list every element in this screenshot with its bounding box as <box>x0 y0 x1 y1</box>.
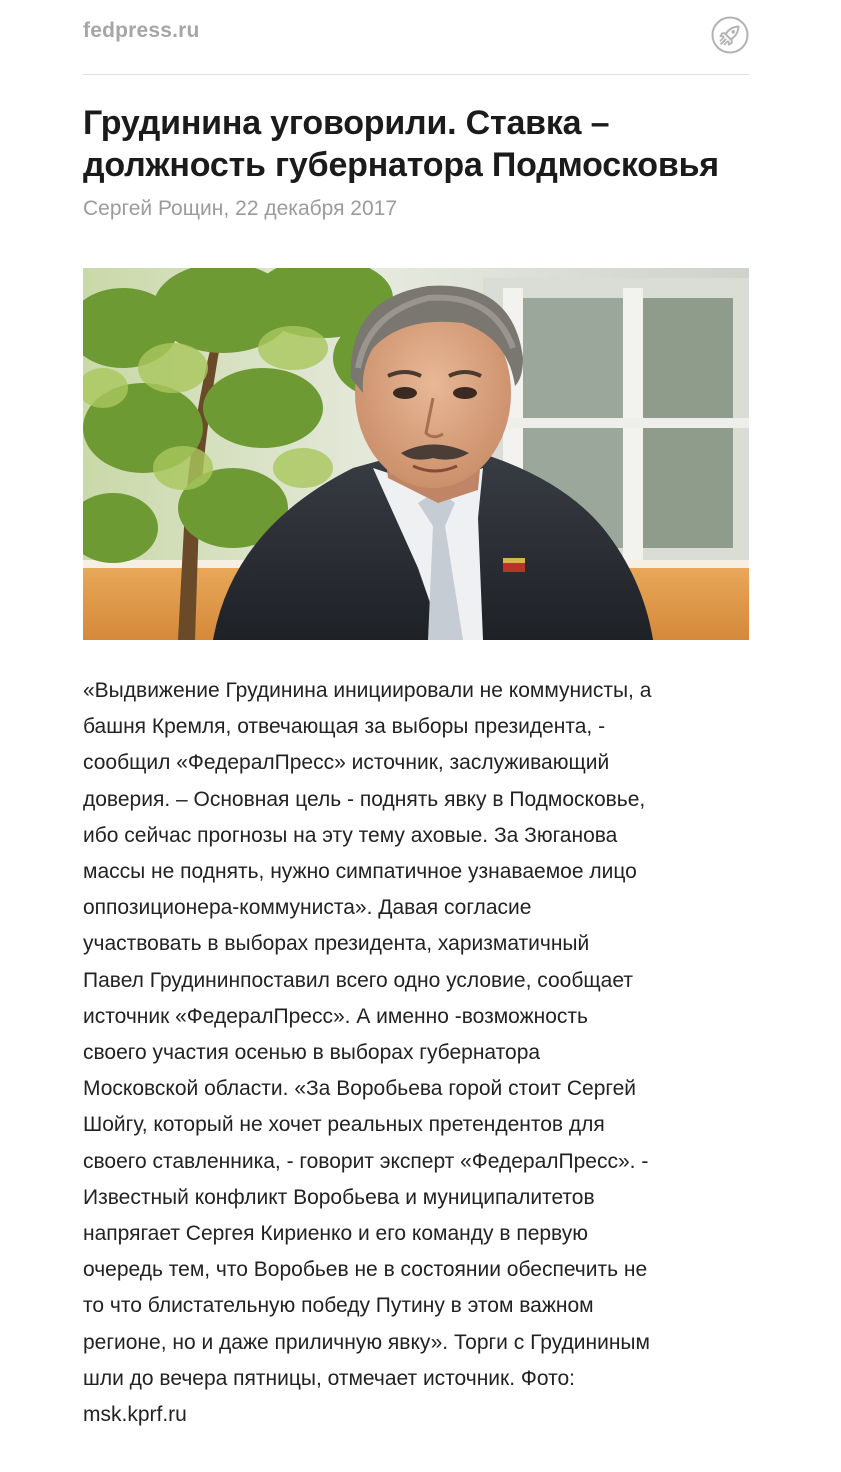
article-paragraph-line: оппозиционера-коммуниста». Давая согласие <box>83 896 532 920</box>
article-paragraph-line: сообщил «ФедералПресс» источник, заслуживающий <box>83 751 610 775</box>
article-paragraph-line: Известный конфликт Воробьева и муниципалитетов <box>83 1185 595 1209</box>
publish-date: 22 декабря 2017 <box>235 197 398 220</box>
article-paragraph-line: «Выдвижение Грудинина инициировали не коммунисты, а <box>83 679 652 702</box>
article-paragraph-line: Шойгу, который не хочет реальных претендентов для <box>83 1113 605 1137</box>
article-title <box>83 102 749 186</box>
article-title-line: Грудинина уговорили. Ставка – <box>83 104 610 142</box>
article-meta <box>83 194 749 224</box>
article-paragraph-line: msk.kprf.ru <box>83 1403 187 1427</box>
article-page <box>83 0 749 1433</box>
site-header <box>83 0 749 75</box>
article-paragraph-line: башня Кремля, отвечающая за выборы президента, - <box>83 715 606 739</box>
article-paragraph-line: шли до вечера пятницы, отмечает источник. Фото: <box>83 1366 575 1390</box>
article-paragraph-line: Павел Грудининпоставил всего одно условие, сообщает <box>83 968 633 992</box>
article-paragraph-line: Московской области. «За Воробьева горой стоит Сергей <box>83 1077 636 1101</box>
author-name: Сергей Рощин, <box>83 197 230 220</box>
rocket-icon[interactable] <box>711 16 749 54</box>
article-paragraph-line: очередь тем, что Воробьев не в состоянии обеспечить не <box>83 1258 648 1282</box>
article-title-line: должность губернатора Подмосковья <box>83 146 719 184</box>
article-paragraph-line: регионе, но и даже приличную явку». Торги с Грудининым <box>83 1330 650 1354</box>
article-paragraph-line: участвовать в выборах президента, харизматичный <box>83 932 590 956</box>
article-paragraph-line: своего участия осенью в выборах губернатора <box>83 1041 541 1065</box>
article-body <box>83 673 749 1433</box>
article-paragraph-line: массы не поднять, нужно симпатичное узнаваемое лицо <box>83 860 637 884</box>
article-paragraph-line: напрягает Сергея Кириенко и его команду в первую <box>83 1222 588 1246</box>
article-paragraph-line: то что блистательную победу Путину в этом важном <box>83 1294 594 1318</box>
article-paragraph-line: своего ставленника, - говорит эксперт «ФедералПресс». - <box>83 1149 649 1173</box>
article-paragraph-line: источник «ФедералПресс». А именно -возможность <box>83 1004 588 1028</box>
portrait-photo <box>83 268 749 640</box>
article-paragraph-line: доверия. – Основная цель - поднять явку в Подмосковье, <box>83 787 646 811</box>
site-name-link[interactable]: fedpress.ru <box>83 19 200 42</box>
article-paragraph-line: ибо сейчас прогнозы на эту тему аховые. За Зюганова <box>83 823 618 847</box>
